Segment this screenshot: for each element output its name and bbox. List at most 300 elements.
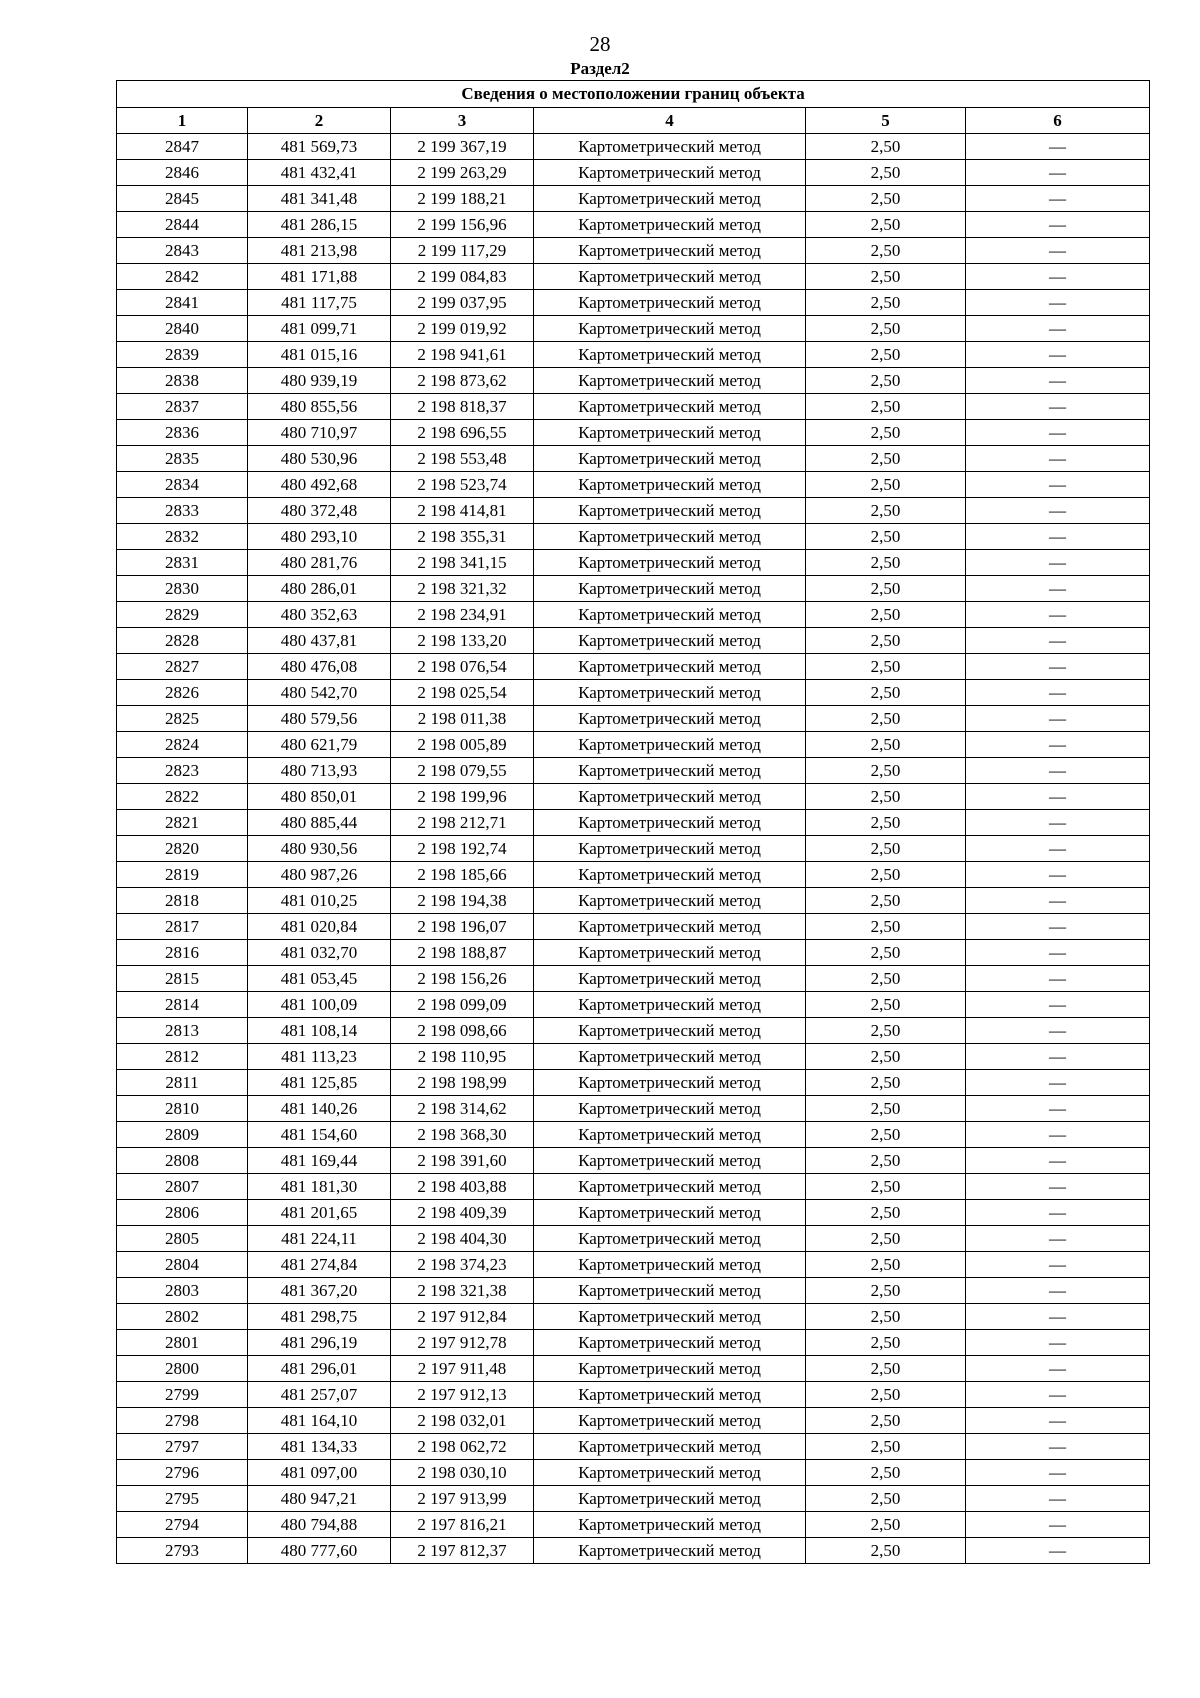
table-row <box>117 420 1150 446</box>
x-coordinate-cell: 481 181,30 <box>248 1174 391 1200</box>
description-cell: — <box>966 680 1150 706</box>
accuracy-cell: 2,50 <box>806 940 966 966</box>
y-coordinate-cell: 2 198 234,91 <box>391 602 534 628</box>
table-row <box>117 1148 1150 1174</box>
table-row <box>117 732 1150 758</box>
description-cell: — <box>966 862 1150 888</box>
table-row <box>117 1122 1150 1148</box>
table-row <box>117 1330 1150 1356</box>
table-row <box>117 1356 1150 1382</box>
y-coordinate-cell: 2 198 079,55 <box>391 758 534 784</box>
method-cell: Картометрический метод <box>534 914 806 940</box>
method-cell: Картометрический метод <box>534 342 806 368</box>
y-coordinate-cell: 2 198 553,48 <box>391 446 534 472</box>
y-coordinate-cell: 2 198 409,39 <box>391 1200 534 1226</box>
table-row <box>117 1070 1150 1096</box>
y-coordinate-cell: 2 197 913,99 <box>391 1486 534 1512</box>
point-number-cell: 2806 <box>117 1200 248 1226</box>
y-coordinate-cell: 2 198 391,60 <box>391 1148 534 1174</box>
point-number-cell: 2828 <box>117 628 248 654</box>
method-cell: Картометрический метод <box>534 602 806 628</box>
y-coordinate-cell: 2 198 188,87 <box>391 940 534 966</box>
table-row <box>117 1018 1150 1044</box>
description-cell: — <box>966 1304 1150 1330</box>
accuracy-cell: 2,50 <box>806 1486 966 1512</box>
description-cell: — <box>966 1070 1150 1096</box>
method-cell: Картометрический метод <box>534 862 806 888</box>
method-cell: Картометрический метод <box>534 1018 806 1044</box>
point-number-cell: 2796 <box>117 1460 248 1486</box>
y-coordinate-cell: 2 198 696,55 <box>391 420 534 446</box>
point-number-cell: 2802 <box>117 1304 248 1330</box>
point-number-cell: 2835 <box>117 446 248 472</box>
table-row <box>117 1278 1150 1304</box>
y-coordinate-cell: 2 198 076,54 <box>391 654 534 680</box>
point-number-cell: 2808 <box>117 1148 248 1174</box>
y-coordinate-cell: 2 197 816,21 <box>391 1512 534 1538</box>
method-cell: Картометрический метод <box>534 394 806 420</box>
column-header: 5 <box>806 108 966 134</box>
description-cell: — <box>966 1434 1150 1460</box>
accuracy-cell: 2,50 <box>806 1278 966 1304</box>
method-cell: Картометрический метод <box>534 134 806 160</box>
y-coordinate-cell: 2 198 062,72 <box>391 1434 534 1460</box>
table-caption: Сведения о местоположении границ объекта <box>117 81 1150 108</box>
description-cell: — <box>966 966 1150 992</box>
y-coordinate-cell: 2 198 199,96 <box>391 784 534 810</box>
table-row <box>117 1096 1150 1122</box>
table-row <box>117 706 1150 732</box>
x-coordinate-cell: 480 939,19 <box>248 368 391 394</box>
y-coordinate-cell: 2 198 873,62 <box>391 368 534 394</box>
table-row <box>117 680 1150 706</box>
point-number-cell: 2810 <box>117 1096 248 1122</box>
x-coordinate-cell: 480 579,56 <box>248 706 391 732</box>
accuracy-cell: 2,50 <box>806 1408 966 1434</box>
description-cell: — <box>966 1252 1150 1278</box>
x-coordinate-cell: 481 569,73 <box>248 134 391 160</box>
accuracy-cell: 2,50 <box>806 212 966 238</box>
accuracy-cell: 2,50 <box>806 446 966 472</box>
x-coordinate-cell: 481 224,11 <box>248 1226 391 1252</box>
description-cell: — <box>966 290 1150 316</box>
point-number-cell: 2824 <box>117 732 248 758</box>
point-number-cell: 2799 <box>117 1382 248 1408</box>
accuracy-cell: 2,50 <box>806 472 966 498</box>
method-cell: Картометрический метод <box>534 1304 806 1330</box>
accuracy-cell: 2,50 <box>806 316 966 342</box>
description-cell: — <box>966 1278 1150 1304</box>
x-coordinate-cell: 481 169,44 <box>248 1148 391 1174</box>
x-coordinate-cell: 481 296,01 <box>248 1356 391 1382</box>
method-cell: Картометрический метод <box>534 1148 806 1174</box>
section-title: Раздел2 <box>570 59 630 78</box>
accuracy-cell: 2,50 <box>806 1096 966 1122</box>
description-cell: — <box>966 1382 1150 1408</box>
table-row <box>117 654 1150 680</box>
method-cell: Картометрический метод <box>534 290 806 316</box>
method-cell: Картометрический метод <box>534 550 806 576</box>
y-coordinate-cell: 2 198 341,15 <box>391 550 534 576</box>
x-coordinate-cell: 480 530,96 <box>248 446 391 472</box>
description-cell: — <box>966 810 1150 836</box>
point-number-cell: 2845 <box>117 186 248 212</box>
x-coordinate-cell: 481 154,60 <box>248 1122 391 1148</box>
x-coordinate-cell: 481 140,26 <box>248 1096 391 1122</box>
method-cell: Картометрический метод <box>534 680 806 706</box>
description-cell: — <box>966 472 1150 498</box>
x-coordinate-cell: 480 281,76 <box>248 550 391 576</box>
accuracy-cell: 2,50 <box>806 1304 966 1330</box>
accuracy-cell: 2,50 <box>806 784 966 810</box>
x-coordinate-cell: 481 286,15 <box>248 212 391 238</box>
x-coordinate-cell: 481 432,41 <box>248 160 391 186</box>
y-coordinate-cell: 2 197 912,78 <box>391 1330 534 1356</box>
table-row <box>117 394 1150 420</box>
method-cell: Картометрический метод <box>534 1252 806 1278</box>
x-coordinate-cell: 480 930,56 <box>248 836 391 862</box>
method-cell: Картометрический метод <box>534 628 806 654</box>
y-coordinate-cell: 2 199 263,29 <box>391 160 534 186</box>
x-coordinate-cell: 481 164,10 <box>248 1408 391 1434</box>
point-number-cell: 2820 <box>117 836 248 862</box>
description-cell: — <box>966 134 1150 160</box>
method-cell: Картометрический метод <box>534 706 806 732</box>
description-cell: — <box>966 1018 1150 1044</box>
table-row <box>117 628 1150 654</box>
table-row <box>117 550 1150 576</box>
method-cell: Картометрический метод <box>534 1330 806 1356</box>
x-coordinate-cell: 480 987,26 <box>248 862 391 888</box>
point-number-cell: 2832 <box>117 524 248 550</box>
description-cell: — <box>966 238 1150 264</box>
accuracy-cell: 2,50 <box>806 1200 966 1226</box>
point-number-cell: 2844 <box>117 212 248 238</box>
accuracy-cell: 2,50 <box>806 628 966 654</box>
description-cell: — <box>966 446 1150 472</box>
y-coordinate-cell: 2 198 005,89 <box>391 732 534 758</box>
y-coordinate-cell: 2 198 156,26 <box>391 966 534 992</box>
accuracy-cell: 2,50 <box>806 1330 966 1356</box>
table-row <box>117 862 1150 888</box>
x-coordinate-cell: 480 850,01 <box>248 784 391 810</box>
point-number-cell: 2795 <box>117 1486 248 1512</box>
point-number-cell: 2812 <box>117 1044 248 1070</box>
x-coordinate-cell: 481 274,84 <box>248 1252 391 1278</box>
page-number: 28 <box>589 32 611 56</box>
description-cell: — <box>966 212 1150 238</box>
accuracy-cell: 2,50 <box>806 1434 966 1460</box>
x-coordinate-cell: 481 296,19 <box>248 1330 391 1356</box>
method-cell: Картометрический метод <box>534 1096 806 1122</box>
accuracy-cell: 2,50 <box>806 1252 966 1278</box>
method-cell: Картометрический метод <box>534 966 806 992</box>
y-coordinate-cell: 2 199 367,19 <box>391 134 534 160</box>
description-cell: — <box>966 1096 1150 1122</box>
method-cell: Картометрический метод <box>534 1226 806 1252</box>
x-coordinate-cell: 480 372,48 <box>248 498 391 524</box>
description-cell: — <box>966 498 1150 524</box>
y-coordinate-cell: 2 198 099,09 <box>391 992 534 1018</box>
table-row <box>117 940 1150 966</box>
accuracy-cell: 2,50 <box>806 1122 966 1148</box>
accuracy-cell: 2,50 <box>806 888 966 914</box>
method-cell: Картометрический метод <box>534 1434 806 1460</box>
description-cell: — <box>966 706 1150 732</box>
description-cell: — <box>966 524 1150 550</box>
y-coordinate-cell: 2 197 911,48 <box>391 1356 534 1382</box>
method-cell: Картометрический метод <box>534 472 806 498</box>
table-row <box>117 1460 1150 1486</box>
description-cell: — <box>966 1200 1150 1226</box>
method-cell: Картометрический метод <box>534 238 806 264</box>
method-cell: Картометрический метод <box>534 1460 806 1486</box>
y-coordinate-cell: 2 199 037,95 <box>391 290 534 316</box>
x-coordinate-cell: 481 125,85 <box>248 1070 391 1096</box>
method-cell: Картометрический метод <box>534 1382 806 1408</box>
accuracy-cell: 2,50 <box>806 290 966 316</box>
accuracy-cell: 2,50 <box>806 992 966 1018</box>
method-cell: Картометрический метод <box>534 264 806 290</box>
y-coordinate-cell: 2 198 025,54 <box>391 680 534 706</box>
description-cell: — <box>966 394 1150 420</box>
table-row <box>117 1486 1150 1512</box>
y-coordinate-cell: 2 199 084,83 <box>391 264 534 290</box>
accuracy-cell: 2,50 <box>806 706 966 732</box>
boundary-coordinates-table <box>116 80 1150 1564</box>
x-coordinate-cell: 481 201,65 <box>248 1200 391 1226</box>
description-cell: — <box>966 1226 1150 1252</box>
description-cell: — <box>966 368 1150 394</box>
y-coordinate-cell: 2 198 404,30 <box>391 1226 534 1252</box>
description-cell: — <box>966 1486 1150 1512</box>
method-cell: Картометрический метод <box>534 1408 806 1434</box>
y-coordinate-cell: 2 199 117,29 <box>391 238 534 264</box>
accuracy-cell: 2,50 <box>806 654 966 680</box>
table-row <box>117 784 1150 810</box>
y-coordinate-cell: 2 198 355,31 <box>391 524 534 550</box>
description-cell: — <box>966 264 1150 290</box>
table-row <box>117 836 1150 862</box>
table-row <box>117 758 1150 784</box>
method-cell: Картометрический метод <box>534 1200 806 1226</box>
description-cell: — <box>966 784 1150 810</box>
description-cell: — <box>966 1408 1150 1434</box>
table-row <box>117 212 1150 238</box>
x-coordinate-cell: 480 710,97 <box>248 420 391 446</box>
table-row <box>117 524 1150 550</box>
point-number-cell: 2842 <box>117 264 248 290</box>
method-cell: Картометрический метод <box>534 992 806 1018</box>
header-row <box>117 108 1150 134</box>
x-coordinate-cell: 481 171,88 <box>248 264 391 290</box>
table-row <box>117 1226 1150 1252</box>
x-coordinate-cell: 481 117,75 <box>248 290 391 316</box>
point-number-cell: 2831 <box>117 550 248 576</box>
point-number-cell: 2813 <box>117 1018 248 1044</box>
point-number-cell: 2823 <box>117 758 248 784</box>
method-cell: Картометрический метод <box>534 524 806 550</box>
method-cell: Картометрический метод <box>534 576 806 602</box>
accuracy-cell: 2,50 <box>806 1460 966 1486</box>
description-cell: — <box>966 602 1150 628</box>
method-cell: Картометрический метод <box>534 1278 806 1304</box>
method-cell: Картометрический метод <box>534 888 806 914</box>
point-number-cell: 2819 <box>117 862 248 888</box>
accuracy-cell: 2,50 <box>806 368 966 394</box>
x-coordinate-cell: 480 492,68 <box>248 472 391 498</box>
table-row <box>117 992 1150 1018</box>
y-coordinate-cell: 2 198 011,38 <box>391 706 534 732</box>
accuracy-cell: 2,50 <box>806 550 966 576</box>
point-number-cell: 2817 <box>117 914 248 940</box>
table-body <box>117 134 1150 1564</box>
x-coordinate-cell: 481 100,09 <box>248 992 391 1018</box>
method-cell: Картометрический метод <box>534 654 806 680</box>
method-cell: Картометрический метод <box>534 758 806 784</box>
point-number-cell: 2798 <box>117 1408 248 1434</box>
x-coordinate-cell: 481 053,45 <box>248 966 391 992</box>
accuracy-cell: 2,50 <box>806 576 966 602</box>
table-row <box>117 966 1150 992</box>
accuracy-cell: 2,50 <box>806 394 966 420</box>
accuracy-cell: 2,50 <box>806 238 966 264</box>
description-cell: — <box>966 628 1150 654</box>
method-cell: Картометрический метод <box>534 1070 806 1096</box>
table-row <box>117 888 1150 914</box>
accuracy-cell: 2,50 <box>806 342 966 368</box>
y-coordinate-cell: 2 198 212,71 <box>391 810 534 836</box>
y-coordinate-cell: 2 198 110,95 <box>391 1044 534 1070</box>
accuracy-cell: 2,50 <box>806 498 966 524</box>
table-row <box>117 810 1150 836</box>
accuracy-cell: 2,50 <box>806 836 966 862</box>
accuracy-cell: 2,50 <box>806 732 966 758</box>
y-coordinate-cell: 2 198 098,66 <box>391 1018 534 1044</box>
description-cell: — <box>966 550 1150 576</box>
description-cell: — <box>966 420 1150 446</box>
table-row <box>117 160 1150 186</box>
point-number-cell: 2836 <box>117 420 248 446</box>
description-cell: — <box>966 160 1150 186</box>
description-cell: — <box>966 1512 1150 1538</box>
accuracy-cell: 2,50 <box>806 1538 966 1564</box>
column-header: 4 <box>534 108 806 134</box>
y-coordinate-cell: 2 198 196,07 <box>391 914 534 940</box>
accuracy-cell: 2,50 <box>806 1148 966 1174</box>
point-number-cell: 2809 <box>117 1122 248 1148</box>
x-coordinate-cell: 481 213,98 <box>248 238 391 264</box>
accuracy-cell: 2,50 <box>806 1018 966 1044</box>
method-cell: Картометрический метод <box>534 212 806 238</box>
point-number-cell: 2814 <box>117 992 248 1018</box>
y-coordinate-cell: 2 198 818,37 <box>391 394 534 420</box>
point-number-cell: 2826 <box>117 680 248 706</box>
point-number-cell: 2815 <box>117 966 248 992</box>
description-cell: — <box>966 888 1150 914</box>
point-number-cell: 2839 <box>117 342 248 368</box>
method-cell: Картометрический метод <box>534 732 806 758</box>
method-cell: Картометрический метод <box>534 836 806 862</box>
y-coordinate-cell: 2 198 321,32 <box>391 576 534 602</box>
point-number-cell: 2805 <box>117 1226 248 1252</box>
method-cell: Картометрический метод <box>534 1356 806 1382</box>
point-number-cell: 2829 <box>117 602 248 628</box>
table-row <box>117 1434 1150 1460</box>
y-coordinate-cell: 2 199 188,21 <box>391 186 534 212</box>
accuracy-cell: 2,50 <box>806 264 966 290</box>
accuracy-cell: 2,50 <box>806 160 966 186</box>
y-coordinate-cell: 2 198 374,23 <box>391 1252 534 1278</box>
x-coordinate-cell: 480 621,79 <box>248 732 391 758</box>
x-coordinate-cell: 481 367,20 <box>248 1278 391 1304</box>
method-cell: Картометрический метод <box>534 1044 806 1070</box>
table-row <box>117 316 1150 342</box>
x-coordinate-cell: 481 257,07 <box>248 1382 391 1408</box>
table-row <box>117 1512 1150 1538</box>
accuracy-cell: 2,50 <box>806 1070 966 1096</box>
accuracy-cell: 2,50 <box>806 914 966 940</box>
accuracy-cell: 2,50 <box>806 420 966 446</box>
y-coordinate-cell: 2 198 192,74 <box>391 836 534 862</box>
method-cell: Картометрический метод <box>534 316 806 342</box>
point-number-cell: 2811 <box>117 1070 248 1096</box>
description-cell: — <box>966 1044 1150 1070</box>
method-cell: Картометрический метод <box>534 1122 806 1148</box>
method-cell: Картометрический метод <box>534 498 806 524</box>
point-number-cell: 2841 <box>117 290 248 316</box>
table-row <box>117 1174 1150 1200</box>
method-cell: Картометрический метод <box>534 1174 806 1200</box>
point-number-cell: 2794 <box>117 1512 248 1538</box>
x-coordinate-cell: 481 010,25 <box>248 888 391 914</box>
accuracy-cell: 2,50 <box>806 1512 966 1538</box>
point-number-cell: 2807 <box>117 1174 248 1200</box>
point-number-cell: 2803 <box>117 1278 248 1304</box>
y-coordinate-cell: 2 198 198,99 <box>391 1070 534 1096</box>
x-coordinate-cell: 480 476,08 <box>248 654 391 680</box>
point-number-cell: 2827 <box>117 654 248 680</box>
description-cell: — <box>966 836 1150 862</box>
table-row <box>117 134 1150 160</box>
y-coordinate-cell: 2 198 314,62 <box>391 1096 534 1122</box>
description-cell: — <box>966 1460 1150 1486</box>
method-cell: Картометрический метод <box>534 1512 806 1538</box>
x-coordinate-cell: 481 298,75 <box>248 1304 391 1330</box>
accuracy-cell: 2,50 <box>806 186 966 212</box>
description-cell: — <box>966 1330 1150 1356</box>
point-number-cell: 2797 <box>117 1434 248 1460</box>
method-cell: Картометрический метод <box>534 368 806 394</box>
description-cell: — <box>966 1356 1150 1382</box>
y-coordinate-cell: 2 198 941,61 <box>391 342 534 368</box>
y-coordinate-cell: 2 198 523,74 <box>391 472 534 498</box>
table-row <box>117 186 1150 212</box>
point-number-cell: 2821 <box>117 810 248 836</box>
x-coordinate-cell: 481 032,70 <box>248 940 391 966</box>
point-number-cell: 2818 <box>117 888 248 914</box>
table-row <box>117 1408 1150 1434</box>
table-row <box>117 1382 1150 1408</box>
description-cell: — <box>966 992 1150 1018</box>
point-number-cell: 2822 <box>117 784 248 810</box>
point-number-cell: 2838 <box>117 368 248 394</box>
y-coordinate-cell: 2 198 133,20 <box>391 628 534 654</box>
accuracy-cell: 2,50 <box>806 1226 966 1252</box>
x-coordinate-cell: 481 020,84 <box>248 914 391 940</box>
description-cell: — <box>966 914 1150 940</box>
x-coordinate-cell: 481 099,71 <box>248 316 391 342</box>
